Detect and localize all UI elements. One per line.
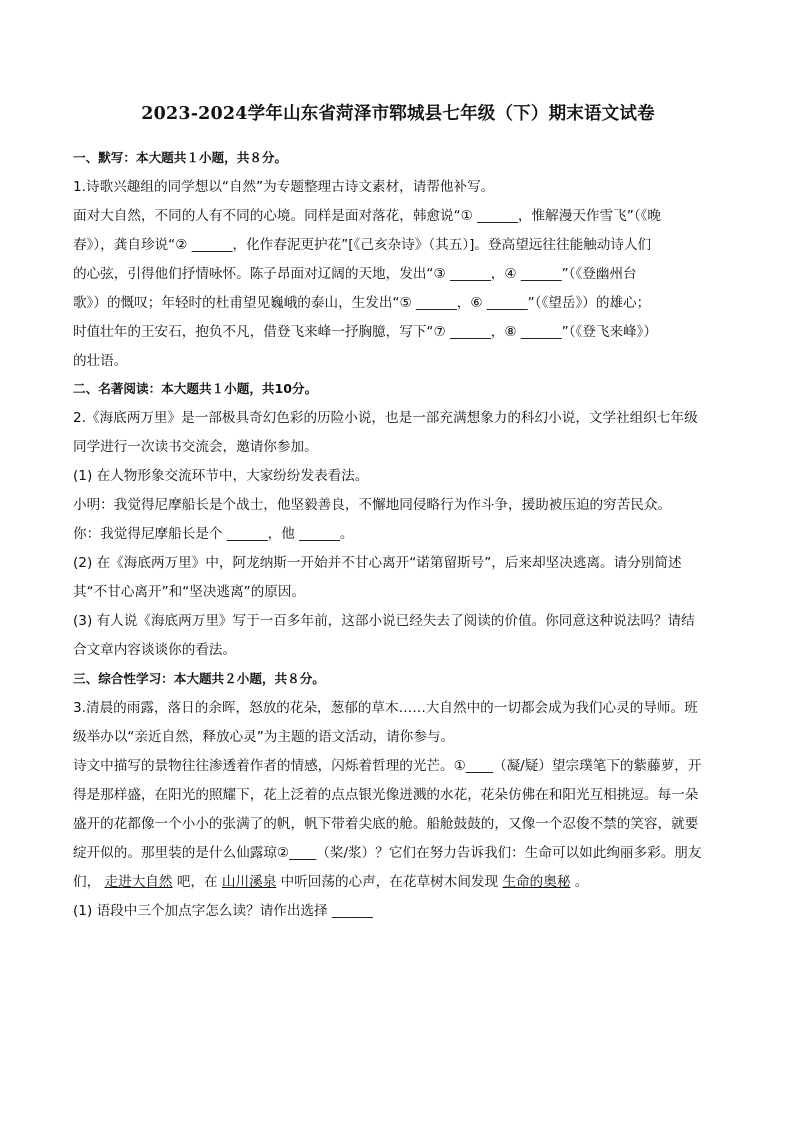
question-1-text-line: 的心弦，引得他们抒情咏怀。陈子昂面对辽阔的天地，发出“③ ______，④ ______”（《登幽州台 bbox=[73, 266, 637, 282]
underlined-phrase: 生命的奥秘 bbox=[502, 874, 571, 890]
question-2-sub-1: (1) 在人物形象交流环节中，大家纷纷发表看法。 bbox=[73, 468, 369, 484]
page-title: 2023-2024学年山东省菏泽市郓城县七年级（下）期末语文试卷 bbox=[141, 104, 655, 124]
underlined-phrase: 山川溪泉 bbox=[221, 874, 277, 890]
question-2-dialogue: 小明：我觉得尼摩船长是个战士，他坚毅善良，不懈地同侵略行为作斗争，援助被压迫的穷苦民众。 bbox=[73, 497, 672, 513]
question-1-text-line: 春》），龚自珍说“② ______，化作春泥更护花”[《己亥杂诗》（其五）]。登高望远往往能触动诗人们 bbox=[73, 237, 652, 253]
passage-text: 。 bbox=[574, 874, 589, 890]
question-3-intro: 3.清晨的雨露，落日的余晖，怒放的花朵，葱郁的草木……大自然中的一切都会成为我们心灵的导师。班 bbox=[73, 700, 698, 716]
underlined-phrase: 走进大自然 bbox=[104, 874, 173, 890]
question-3-passage-line bbox=[73, 872, 588, 892]
question-2-sub-2: 其“不甘心离开”和“坚决逃离”的原因。 bbox=[73, 584, 306, 600]
question-3-passage-line: 得是那样盛，在阳光的照耀下，花上泛着的点点银光像迸溅的水花，花朵仿佛在和阳光互相挑逗。每一朵 bbox=[73, 787, 699, 803]
section-heading-2: 二、名著阅读：本大题共１小题，共10分。 bbox=[73, 381, 318, 396]
question-3-passage-line: 诗文中描写的景物往往渗透着作者的情感，闪烁着哲理的光芒。①____（凝/疑）望宗璞笔下的紫藤萝，开 bbox=[73, 758, 702, 774]
question-2-dialogue: 你：我觉得尼摩船长是个 ______，他 ______。 bbox=[73, 526, 354, 542]
question-1-text-line: 时值壮年的王安石，抱负不凡，借登飞来峰一抒胸臆，写下“⑦ ______，⑧ ______”（《登飞来峰》） bbox=[73, 324, 658, 340]
passage-text: 吧，在 bbox=[176, 874, 218, 890]
section-heading-1: 一、默写：本大题共１小题，共８分。 bbox=[73, 150, 288, 165]
passage-text: 中听回荡的心声，在花草树木间发现 bbox=[280, 874, 499, 890]
question-1-text-line: 歌》）的慨叹；年轻时的杜甫望见巍峨的泰山，生发出“⑤ ______，⑥ ______”（《望岳》）的雄心； bbox=[73, 295, 651, 311]
passage-text: 们， bbox=[73, 874, 101, 890]
question-1-intro: 1.诗歌兴趣组的同学想以“自然”为专题整理古诗文素材，请帮他补写。 bbox=[73, 179, 495, 195]
question-3-passage-line: 绽开似的。那里装的是什么仙露琼②____（桨/浆）？它们在努力告诉我们：生命可以如此绚丽多彩。朋友 bbox=[73, 845, 702, 861]
question-1-text-line: 的壮语。 bbox=[73, 353, 128, 369]
section-heading-3: 三、综合性学习：本大题共２小题，共８分。 bbox=[73, 671, 325, 686]
question-2-intro: 2.《海底两万里》是一部极具奇幻色彩的历险小说，也是一部充满想象力的科幻小说，文学社组织七年级 bbox=[73, 410, 698, 426]
question-2-sub-2: (2) 在《海底两万里》中，阿龙纳斯一开始并不甘心离开“诺第留斯号”，后来却坚决逃离。请分别简述 bbox=[73, 555, 682, 571]
question-3-intro: 级举办以“亲近自然，释放心灵”为主题的语文活动，请你参与。 bbox=[73, 729, 455, 745]
question-3-sub-1: (1) 语段中三个加点字怎么读？请作出选择 ______ bbox=[73, 903, 373, 919]
question-2-sub-3: (3) 有人说《海底两万里》写于一百多年前，这部小说已经失去了阅读的价值。你同意这种说法吗？请结 bbox=[73, 613, 695, 629]
question-2-sub-3: 合文章内容谈谈你的看法。 bbox=[73, 642, 237, 658]
question-1-text-line: 面对大自然，不同的人有不同的心境。同样是面对落花，韩愈说“① ______，惟解漫天作雪飞”（《晚 bbox=[73, 208, 661, 224]
question-2-intro: 同学进行一次读书交流会，邀请你参加。 bbox=[73, 439, 318, 455]
question-3-passage-line: 盛开的花都像一个小小的张满了的帆，帆下带着尖底的舱。船舱鼓鼓的，又像一个忍俊不禁的笑容，就要 bbox=[73, 816, 699, 832]
